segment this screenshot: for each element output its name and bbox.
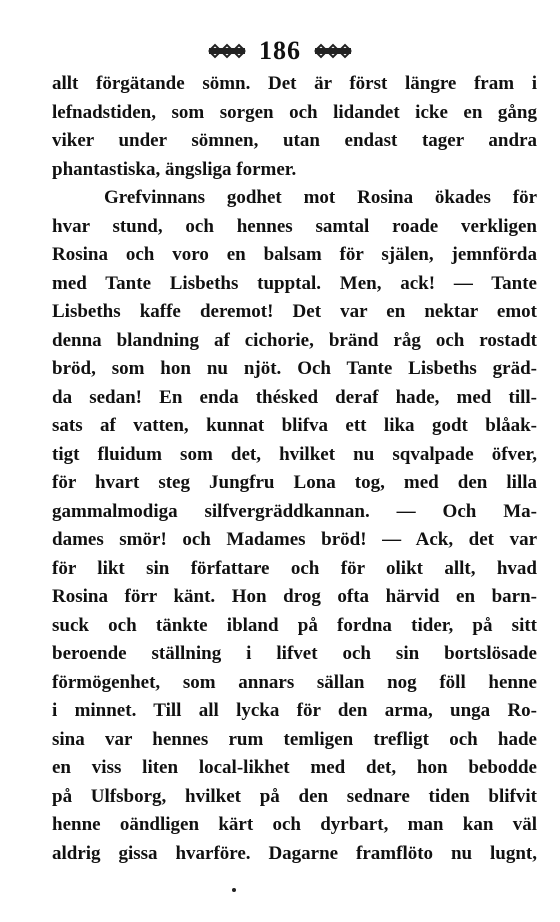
body-text (52, 70, 537, 868)
text-line: Lisbeths kaffe deremot! Det var en nektar emot (52, 301, 537, 322)
text-line: förmögenhet, som annars sällan nog föll henne (52, 671, 537, 693)
text-line: Rosina förr känt. Hon drog ofta härvid en barn- (52, 586, 537, 607)
text-line: Rosina och voro en balsam för själen, jemnförda (52, 244, 537, 265)
text-line: en viss liten local-likhet med det, hon bebodde (52, 757, 537, 778)
text-line: i minnet. Till all lycka för den arma, unga Ro- (52, 700, 537, 721)
text-line: denna blandning af cichorie, bränd råg och rostadt (52, 329, 537, 351)
text-line: aldrig gissa hvarföre. Dagarne framflöto nu lugnt, (52, 842, 537, 864)
text-line: hvar stund, och hennes samtal roade verkligen (52, 215, 537, 237)
text-line: beroende ställning i lifvet och sin bortslösade (52, 643, 537, 664)
text-line: sats af vatten, kunnat blifva ett lika godt blåak- (52, 415, 537, 436)
text-line: allt förgätande sömn. Det är först längre fram i (52, 73, 537, 94)
page-header (0, 36, 560, 66)
text-line: dames smör! och Madames bröd! — Ack, det var (52, 529, 537, 550)
text-line: med Tante Lisbeths tupptal. Men, ack! — Tante (52, 272, 537, 294)
text-line: viker under sömnen, utan endast tager andra (52, 130, 537, 151)
page-number: 186 (259, 36, 301, 65)
text-line: gammalmodiga silfvergräddkannan. — Och Ma- (52, 500, 537, 522)
text-line: sina var hennes rum temligen trefligt och hade (52, 728, 537, 750)
text-line: lefnadstiden, som sorgen och lidandet icke en gång (52, 101, 537, 123)
text-line: för likt sin författare och för olikt allt, hvad (52, 557, 537, 579)
text-line: da sedan! En enda thésked deraf hade, med till- (52, 386, 537, 408)
text-line: henne oändligen kärt och dyrbart, man kan väl (52, 814, 537, 835)
right-ornament-icon (313, 43, 353, 59)
signature-mark (232, 888, 236, 892)
text-line: Grefvinnans godhet mot Rosina ökades för (104, 187, 537, 208)
text-line: phantastiska, ängsliga former. (52, 158, 297, 180)
left-ornament-icon (207, 43, 247, 59)
text-line: på Ulfsborg, hvilket på den sednare tiden blifvit (52, 785, 537, 807)
text-line: suck och tänkte ibland på fordna tider, på sitt (52, 614, 537, 636)
text-line: bröd, som hon nu njöt. Och Tante Lisbeths gräd- (52, 358, 537, 379)
text-line: för hvart steg Jungfru Lona tog, med den lilla (52, 472, 537, 493)
text-line: tigt fluidum som det, hvilket nu sqvalpade öfver, (52, 443, 537, 465)
